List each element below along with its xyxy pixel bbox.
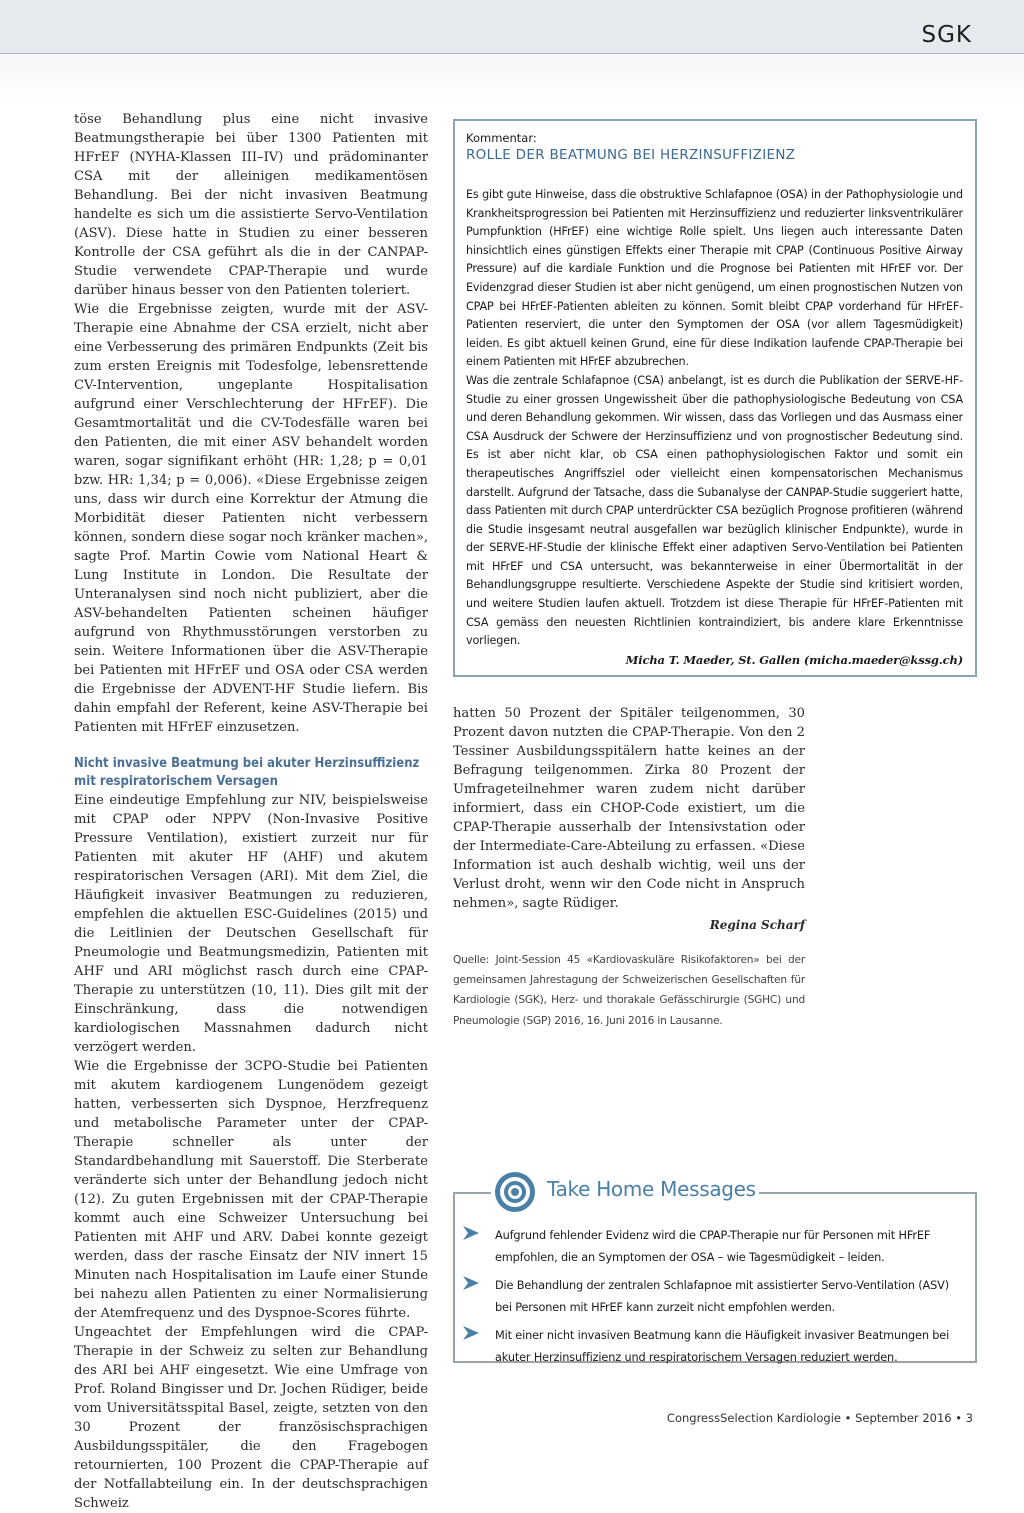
left-paragraph-5: Ungeachtet der Empfehlungen wird die CPAP-Therapie in der Schweiz zu selten zur Behandlung des ARI bei AHF eingesetzt. Wie eine Umfrage von Prof. Roland Bingisser und Dr. Jochen Rüdiger, beide vom Universitätsspital Basel, zeigte, setzten von den 30 Prozent der französischsprachigen Ausbildungsspitäler, die den Fragebogen retournierten, 100 Prozent die CPAP-Therapie auf der Notfallabteilung ein. In der deutschsprachigen Schweiz [74, 1325, 428, 1511]
arrow-icon [463, 1276, 479, 1290]
take-home-box [453, 1177, 977, 1364]
arrow-icon [463, 1226, 479, 1240]
header-bar [0, 0, 1024, 54]
commentary-kicker: Kommentar: [466, 131, 537, 145]
commentary-title: ROLLE DER BEATMUNG BEI HERZINSUFFIZIENZ [466, 147, 796, 163]
commentary-paragraph-1: Es gibt gute Hinweise, dass die obstruktive Schlafapnoe (OSA) in der Pathophysiologie und Krankheitsprogression bei Patienten mit Herzinsuffizienz und reduzierter linksventrikulärer Pumpfunktion (HFrEF) eine wichtige Rolle spielt. Uns liegen auch interessante Daten hinsichtlich eines günstigen Effekts einer Therapie mit CPAP (Continuous Positive Airway Pressure) auf die kardiale Funktion und die Prognose bei Patienten mit HFrEF vor. Der Evidenzgrad dieser Studien ist aber nicht genügend, um einen prognostischen Nutzen von CPAP bei HFrEF-Patienten ableiten zu können. Somit bleibt CPAP vorderhand für HFrEF-Patienten reserviert, die unter den Symptomen der OSA (vor allem Tagesmüdigkeit) leiden. Es gibt aktuell keinen Grund, eine für diese Indikation laufende CPAP-Therapie bei einem Patienten mit HFrEF abzubrechen. [466, 188, 963, 369]
right-paragraph-1: hatten 50 Prozent der Spitäler teilgenommen, 30 Prozent davon nutzten die CPAP-Therapie. Von den 2 Tessiner Ausbildungsspitälern hatte keines an der Befragung teilgenommen. Zirka 80 Prozent der Umfrageteilnehmer waren zudem nicht darüber informiert, dass ein CHOP-Code existiert, um die CPAP-Therapie ausserhalb der Intensivstation oder der Intermediate-Care-Abteilung zu erfassen. «Diese Information ist auch deshalb wichtig, weil uns der Verlust droht, wenn wir den Code nicht in Anspruch nehmen», sagte Rüdiger. [453, 706, 805, 911]
take-home-item [463, 1324, 969, 1367]
left-paragraph-3: Eine eindeutige Empfehlung zur NIV, beispielsweise mit CPAP oder NPPV (Non-Invasive Positive Pressure Ventilation), existiert zurzeit nur für Patienten mit akuter HF (AHF) und akutem respiratorischen Versagen (ARI). Mit dem Ziel, die Häufigkeit invasiver Beatmungen zu reduzieren, empfehlen die aktuellen ESC-Guidelines (2015) und die Leitlinien der Deutschen Gesellschaft für Pneumologie und Beatmungsmedizin, Patienten mit AHF und ARI möglichst rasch durch eine CPAP-Therapie zu unterstützen (10, 11). Dies gilt mit der Einschränkung, dass die notwendigen kardiologischen Massnahmen dadurch nicht verzögert werden. [74, 793, 428, 1055]
source-note: Quelle: Joint-Session 45 «Kardiovaskuläre Risikofaktoren» bei der gemeinsamen Jahrestagung der Schweizerischen Gesellschaften für Kardiologie (SGK), Herz- und thorakale Gefässchirurgie (SGHC) und Pneumologie (SGP) 2016, 16. Juni 2016 in Lausanne. [453, 954, 805, 1027]
left-column [74, 110, 428, 1513]
take-home-item-text: Aufgrund fehlender Evidenz wird die CPAP-Therapie nur für Personen mit HFrEF empfohlen, die an Symptomen der OSA – wie Tagesmüdigkeit – leiden. [495, 1229, 931, 1264]
commentary-signature: Micha T. Maeder, St. Gallen (micha.maeder@kssg.ch) [625, 652, 963, 667]
take-home-item [463, 1274, 969, 1317]
take-home-title: Take Home Messages [547, 1177, 756, 1201]
take-home-border-right [759, 1192, 977, 1194]
section-label: SGK [921, 22, 972, 48]
section-subheading: Nicht invasive Beatmung bei akuter Herzinsuffizienz mit respiratorischem Versagen [74, 756, 420, 789]
right-column [453, 704, 805, 935]
take-home-item-text: Die Behandlung der zentralen Schlafapnoe mit assistierter Servo-Ventilation (ASV) bei Personen mit HFrEF kann zurzeit nicht empfohlen werden. [495, 1279, 949, 1314]
take-home-item [463, 1224, 969, 1267]
page-footer: CongressSelection Kardiologie • September 2016 • 3 [666, 1411, 973, 1425]
commentary-box [453, 119, 977, 677]
take-home-border-left [453, 1192, 491, 1194]
take-home-list [463, 1224, 969, 1374]
commentary-paragraph-2: Was die zentrale Schlafapnoe (CSA) anbelangt, ist es durch die Publikation der SERVE-HF-Studie zu einer grossen Ungewissheit über die pathophysiologische Bedeutung von CSA und deren Behandlung gekommen. Wir wissen, dass das Vorliegen und das Ausmass einer CSA Ausdruck der Schwere der Herzinsuffizienz und von prognostischer Bedeutung sind. Es ist aber nicht klar, ob CSA einen pathophysiologischen Faktor und somit ein therapeutisches Angriffsziel oder vielleicht einen kompensatorischen Mechanismus darstellt. Aufgrund der Tatsache, dass die Subanalyse der CANPAP-Studie suggeriert hatte, dass Patienten mit durch CPAP unterdrückter CSA bezüglich Prognose profitieren (während die Studie insgesamt neutral ausgefallen war bezüglich klinischer Endpunkte), wurde in der SERVE-HF-Studie der klinische Effekt einer adaptiven Servo-Ventilation bei Patienten mit HFrEF und CSA untersucht, was bekannterweise in einer Übermortalität in der Behandlungsgruppe resultierte. Verschiedene Aspekte der Studie sind kritisiert worden, und weitere Studien laufen aktuell. Trotzdem ist diese Therapie für HFrEF-Patienten mit CSA gemäss den neuesten Richtlinien kontraindiziert, bis andere klare Erkenntnisse vorliegen. [466, 373, 963, 648]
left-paragraph-1: töse Behandlung plus eine nicht invasive Beatmungstherapie bei über 1300 Patienten mit HFrEF (NYHA-Klassen III–IV) und prädominanter CSA mit der alleinigen medikamentösen Behandlung. Bei der nicht invasiven Beatmung handelte es sich um die assistierte Servo-Ventilation (ASV). Diese hatte in Studien zu einer besseren Kontrolle der CSA geführt als die in der CANPAP-Studie verwendete CPAP-Therapie und wurde darüber hinaus besser von den Patienten toleriert. [74, 112, 428, 298]
left-paragraph-2: Wie die Ergebnisse zeigten, wurde mit der ASV-Therapie eine Abnahme der CSA erzielt, nicht aber eine Verbesserung des primären Endpunkts (Zeit bis zum ersten Ereignis mit Todesfolge, lebensrettende CV-Intervention, ungeplante Hospitalisation aufgrund einer Verschlechterung der HFrEF). Die Gesamtmortalität und die CV-Todesfälle waren bei den Patienten, die mit einer ASV behandelt worden waren, sogar signifikant erhöht (HR: 1,28; p = 0,01 bzw. HR: 1,34; p = 0,006). «Diese Ergebnisse zeigen uns, dass wir durch eine Korrektur der Atmung die Morbidität dieser Patienten nicht verbessern können, sondern diese sogar noch kränker machen», sagte Prof. Martin Cowie vom National Heart & Lung Institute in London. Die Resultate der Unteranalysen sind noch nicht publiziert, aber die ASV-behandelten Patienten scheinen häufiger aufgrund von Rhythmusstörungen verstorben zu sein. Weitere Informationen über die ASV-Therapie bei Patienten mit HFrEF und OSA oder CSA werden die Ergebnisse der ADVENT-HF Studie liefern. Bis dahin empfahl der Referent, keine ASV-Therapie bei Patienten mit HFrEF einzusetzen. [74, 302, 428, 735]
arrow-icon [463, 1326, 479, 1340]
target-icon [493, 1170, 537, 1214]
left-paragraph-4: Wie die Ergebnisse der 3CPO-Studie bei Patienten mit akutem kardiogenem Lungenödem gezeigt hatten, verbesserten sich Dyspnoe, Herzfrequenz und metabolische Parameter unter der CPAP-Therapie schneller als unter der Standardbehandlung mit Sauerstoff. Die Sterberate veränderte sich unter der Behandlung jedoch nicht (12). Zu guten Ergebnissen mit der CPAP-Therapie kommt auch eine Schweizer Untersuchung bei Patienten mit AHF und ARV. Dabei konnte gezeigt werden, dass der rasche Einsatz der NIV innert 15 Minuten nach Hospitalisation im Laufe einer Stunde bei nahezu allen Patienten zu einer Normalisierung der Atemfrequenz und des Dyspnoe-Scores führte. [74, 1059, 428, 1321]
article-author: Regina Scharf [709, 918, 805, 932]
commentary-body [466, 186, 963, 670]
take-home-item-text: Mit einer nicht invasiven Beatmung kann die Häufigkeit invasiver Beatmungen bei akuter Herzinsuffizienz und respiratorischem Versagen reduziert werden. [495, 1329, 950, 1364]
